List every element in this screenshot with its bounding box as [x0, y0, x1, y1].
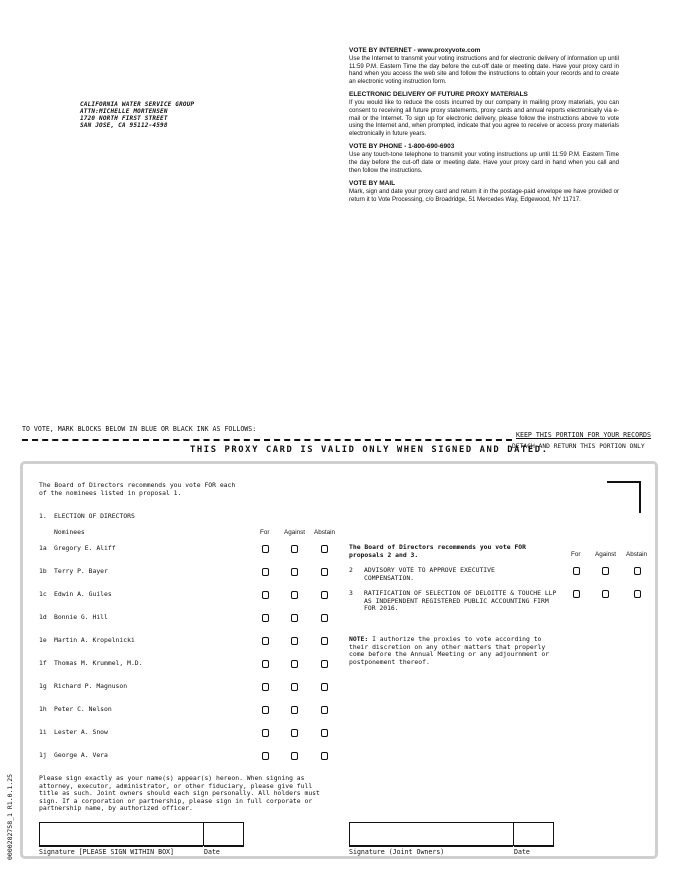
vote-against-checkbox[interactable] [291, 568, 298, 576]
vote-against-checkbox[interactable] [602, 590, 609, 598]
note [349, 636, 554, 666]
proposal-1-number: 1. [39, 512, 47, 520]
instruction-heading: VOTE BY PHONE - 1-800-690-6903 [349, 143, 455, 151]
vote-against-checkbox[interactable] [602, 567, 609, 575]
vote-for-checkbox[interactable] [262, 706, 269, 714]
instruction-heading: ELECTRONIC DELIVERY OF FUTURE PROXY MATERIALS [349, 91, 528, 99]
nominee-name: George A. Vera [54, 751, 108, 759]
instruction-text: If you would like to reduce the costs incurred by our company in mailing proxy materials, you can consent to receiving all future proxy statements, proxy cards and annual reports electronically via e-mail or the Internet. To sign up for electronic delivery, please follow the instructions above to vote using the Internet and, when prompted, indicate that you agree to receive or access proxy materials electronically in future years. [349, 99, 619, 137]
instruction-heading: VOTE BY INTERNET - www.proxyvote.com [349, 47, 481, 54]
vote-against-checkbox[interactable] [291, 591, 298, 599]
vote-abstain-checkbox[interactable] [634, 567, 641, 575]
signing-instructions: Please sign exactly as your name(s) appear(s) hereon. When signing as attorney, executor, administrator, or other fiduciary, please give full title as such. Joint owners should each sign personally. All holders must sign. If a corporation or partnership, please sign in full corporate or partnership name, by authorized officer. [39, 774, 320, 812]
vote-abstain-checkbox[interactable] [321, 637, 328, 645]
vote-against-checkbox[interactable] [291, 614, 298, 622]
proposal-1-title: ELECTION OF DIRECTORS [54, 512, 135, 520]
instruction-heading: VOTE BY MAIL [349, 180, 396, 188]
vote-against-checkbox[interactable] [291, 637, 298, 645]
date-label: Date [204, 846, 244, 856]
vote-abstain-checkbox[interactable] [321, 545, 328, 553]
vote-against-checkbox[interactable] [291, 752, 298, 760]
validity-notice: THIS PROXY CARD IS VALID ONLY WHEN SIGNED AND DATED. [190, 445, 549, 455]
proposal-text: ADVISORY VOTE TO APPROVE EXECUTIVE COMPENSATION. [364, 566, 495, 582]
vote-for-checkbox[interactable] [262, 614, 269, 622]
nominee-name: Martin A. Kropelnicki [54, 636, 135, 644]
vote-against-checkbox[interactable] [291, 660, 298, 668]
nominee-id: 1g [39, 682, 47, 690]
nominee-id: 1f [39, 659, 47, 667]
detach-line [22, 439, 512, 441]
nominee-name: Lester A. Snow [54, 728, 108, 736]
proposal-number: 3 [349, 589, 353, 597]
vote-against-checkbox[interactable] [291, 545, 298, 553]
date-label: Date [514, 846, 554, 856]
nominee-id: 1a [39, 544, 47, 552]
vote-for-checkbox[interactable] [262, 545, 269, 553]
vote-abstain-checkbox[interactable] [321, 683, 328, 691]
vote-for-checkbox[interactable] [573, 567, 580, 575]
nominee-name: Gregory E. Aliff [54, 544, 116, 552]
address-line: 1720 NORTH FIRST STREET [80, 115, 168, 122]
col-abstain-header: Abstain [314, 529, 336, 536]
col-for-header: For [260, 529, 270, 536]
nominee-name: Richard P. Magnuson [54, 682, 128, 690]
vote-abstain-checkbox[interactable] [321, 614, 328, 622]
instruction-text: Mark, sign and date your proxy card and return it in the postage-paid envelope we have provided or return it to Vote Processing, c/o Broadridge, 51 Mercedes Way, Edgewood, NY 11717. [349, 188, 619, 203]
nominee-id: 1e [39, 636, 47, 644]
joint-signature-label: Signature (Joint Owners) [349, 846, 513, 856]
col-against-header-2: Against [595, 551, 617, 558]
mailing-address [80, 101, 194, 129]
vote-for-checkbox[interactable] [262, 660, 269, 668]
proposal-text: RATIFICATION OF SELECTION OF DELOITTE & TOUCHE LLP AS INDEPENDENT REGISTERED PUBLIC ACCOUNTING FIRM FOR 2016. [364, 589, 557, 612]
vote-for-checkbox[interactable] [573, 590, 580, 598]
vote-abstain-checkbox[interactable] [321, 752, 328, 760]
address-line: CALIFORNIA WATER SERVICE GROUP [80, 101, 195, 108]
col-against-header: Against [284, 529, 306, 536]
date-divider [513, 822, 514, 846]
note-text: I authorize the proxies to vote according to their discretion on any other matters that properly come before the Annual Meeting or any adjournment or postponement thereof. [349, 635, 550, 666]
to-vote-instruction: TO VOTE, MARK BLOCKS BELOW IN BLUE OR BLACK INK AS FOLLOWS: [22, 425, 257, 433]
vote-for-checkbox[interactable] [262, 637, 269, 645]
vote-abstain-checkbox[interactable] [321, 729, 328, 737]
instruction-text: Use the Internet to transmit your voting instructions and for electronic delivery of information up until 11:59 P.M. Eastern Time the day before the cut-off date or meeting date. Have your proxy card in hand when you access the web site and follow the instructions to obtain your records and to create an electronic voting instruction form. [349, 55, 619, 85]
nominee-id: 1b [39, 567, 47, 575]
vote-abstain-checkbox[interactable] [321, 591, 328, 599]
joint-signature-box[interactable] [349, 822, 554, 846]
vote-abstain-checkbox[interactable] [321, 660, 328, 668]
detach-label: DETACH AND RETURN THIS PORTION ONLY [512, 443, 645, 450]
nominee-name: Bonnie G. Hill [54, 613, 108, 621]
keep-portion-label: KEEP THIS PORTION FOR YOUR RECORDS [516, 431, 651, 439]
signature-box[interactable] [39, 822, 244, 846]
nominee-name: Terry P. Bayer [54, 567, 108, 575]
signature-label: Signature [PLEASE SIGN WITHIN BOX] [39, 846, 203, 856]
vote-for-checkbox[interactable] [262, 591, 269, 599]
nominee-id: 1i [39, 728, 47, 736]
date-divider [203, 822, 204, 846]
vote-against-checkbox[interactable] [291, 683, 298, 691]
vote-for-checkbox[interactable] [262, 683, 269, 691]
corner-mark [607, 481, 641, 513]
board-recommendation-2: The Board of Directors recommends you vote FOR proposals 2 and 3. [349, 543, 526, 559]
proposal-number: 2 [349, 566, 353, 574]
vote-for-checkbox[interactable] [262, 729, 269, 737]
voting-instructions [349, 47, 619, 209]
vote-abstain-checkbox[interactable] [321, 706, 328, 714]
nominee-name: Thomas M. Krummel, M.D. [54, 659, 143, 667]
vote-for-checkbox[interactable] [262, 568, 269, 576]
nominee-name: Edwin A. Guiles [54, 590, 112, 598]
document-code: 0000282758_1 R1.0.1.25 [6, 773, 14, 860]
vote-against-checkbox[interactable] [291, 729, 298, 737]
instruction-text: Use any touch-tone telephone to transmit your voting instructions up until 11:59 P.M. Eastern Time the day before the cut-off date or meeting date. Have your proxy card in hand when you call and then follow the instructions. [349, 151, 619, 174]
vote-for-checkbox[interactable] [262, 752, 269, 760]
note-label: NOTE: [349, 635, 369, 643]
vote-abstain-checkbox[interactable] [321, 568, 328, 576]
col-abstain-header-2: Abstain [626, 551, 648, 558]
board-recommendation-1: The Board of Directors recommends you vote FOR each of the nominees listed in proposal 1. [39, 481, 236, 497]
vote-against-checkbox[interactable] [291, 706, 298, 714]
vote-abstain-checkbox[interactable] [634, 590, 641, 598]
nominee-id: 1d [39, 613, 47, 621]
col-for-header-2: For [571, 551, 581, 558]
nominee-id: 1h [39, 705, 47, 713]
address-line: SAN JOSE, CA 95112-4598 [80, 122, 168, 129]
nominee-id: 1c [39, 590, 47, 598]
address-line: ATTN:MICHELLE MORTENSEN [80, 108, 168, 115]
nominee-name: Peter C. Nelson [54, 705, 112, 713]
nominee-id: 1j [39, 751, 47, 759]
nominees-header: Nominees [54, 528, 85, 536]
